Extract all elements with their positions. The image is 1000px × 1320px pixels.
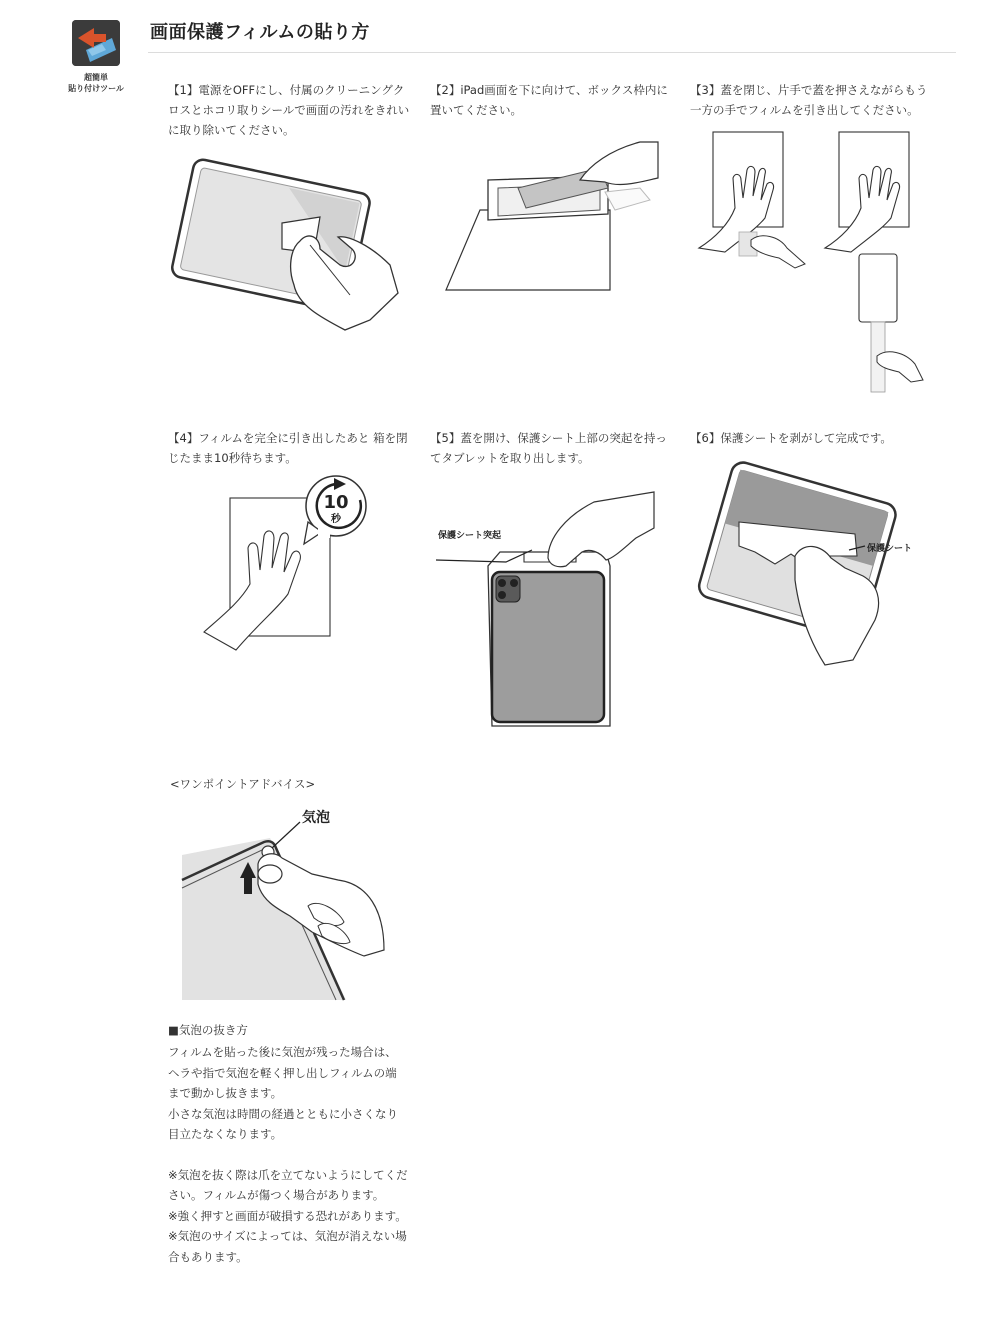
tip-note-2: ※強く押すと画面が破損する恐れがあります。: [168, 1208, 407, 1223]
step-1-text: 【1】電源をOFFにし、付属のクリーニングクロスとホコリ取りシールで画面の汚れをきれいに取り除いてください。: [168, 83, 410, 137]
tip-note-1: ※気泡を抜く際は爪を立てないようにしてください。フィルムが傷つく場合があります。: [168, 1167, 408, 1202]
timer-number: 10: [323, 492, 349, 513]
step-2-illustration: [440, 130, 665, 295]
step-3-illustration: [695, 128, 930, 398]
tip-paragraph-2: 小さな気泡は時間の経過とともに小さくなり目立たなくなります。: [168, 1106, 398, 1141]
tip-title: ■気泡の抜き方: [168, 1023, 248, 1037]
advice-heading: <ワンポイントアドバイス>: [170, 777, 316, 791]
logo-caption: [60, 72, 132, 94]
step-1-illustration: [170, 145, 410, 340]
page-title: 画面保護フィルムの貼り方: [150, 22, 370, 43]
step-2-text: 【2】iPad画面を下に向けて、ボックス枠内に置いてください。: [430, 83, 668, 117]
logo-caption-line2: 貼り付けツール: [68, 84, 124, 93]
step-6-callout: 保護シート: [867, 544, 913, 554]
step-4-illustration: [200, 472, 375, 662]
logo-caption-line1: 超簡単: [84, 73, 108, 82]
timer-unit: 秒: [331, 514, 341, 525]
step-5-callout: 保護シート突起: [438, 531, 502, 541]
title-divider: [148, 52, 956, 53]
step-3-text: 【3】蓋を閉じ、片手で蓋を押さえながらもう一方の手でフィルムを引き出してください。: [690, 83, 928, 117]
step-6-text: 【6】保護シートを剥がして完成です。: [690, 431, 892, 445]
tip-paragraph-1: フィルムを貼った後に気泡が残った場合は、ヘラや指で気泡を軽く押し出しフィルムの端まで動かし抜きます。: [168, 1045, 397, 1100]
step-4-text: 【4】フィルムを完全に引き出したあと 箱を閉じたまま10秒待ちます。: [168, 431, 408, 465]
step-6-illustration: [695, 460, 925, 665]
tip-note-3: ※気泡のサイズによっては、気泡が消えない場合もあります。: [168, 1229, 407, 1264]
bubble-callout: 気泡: [302, 810, 330, 826]
step-5-illustration: [436, 488, 661, 738]
step-5-text: 【5】蓋を開け、保護シート上部の突起を持ってタブレットを取り出します。: [430, 431, 667, 465]
logo-badge: [72, 20, 120, 66]
advice-illustration: [178, 800, 393, 1005]
peeling-film-icon: [72, 20, 120, 66]
tip-body: [168, 1042, 408, 1267]
